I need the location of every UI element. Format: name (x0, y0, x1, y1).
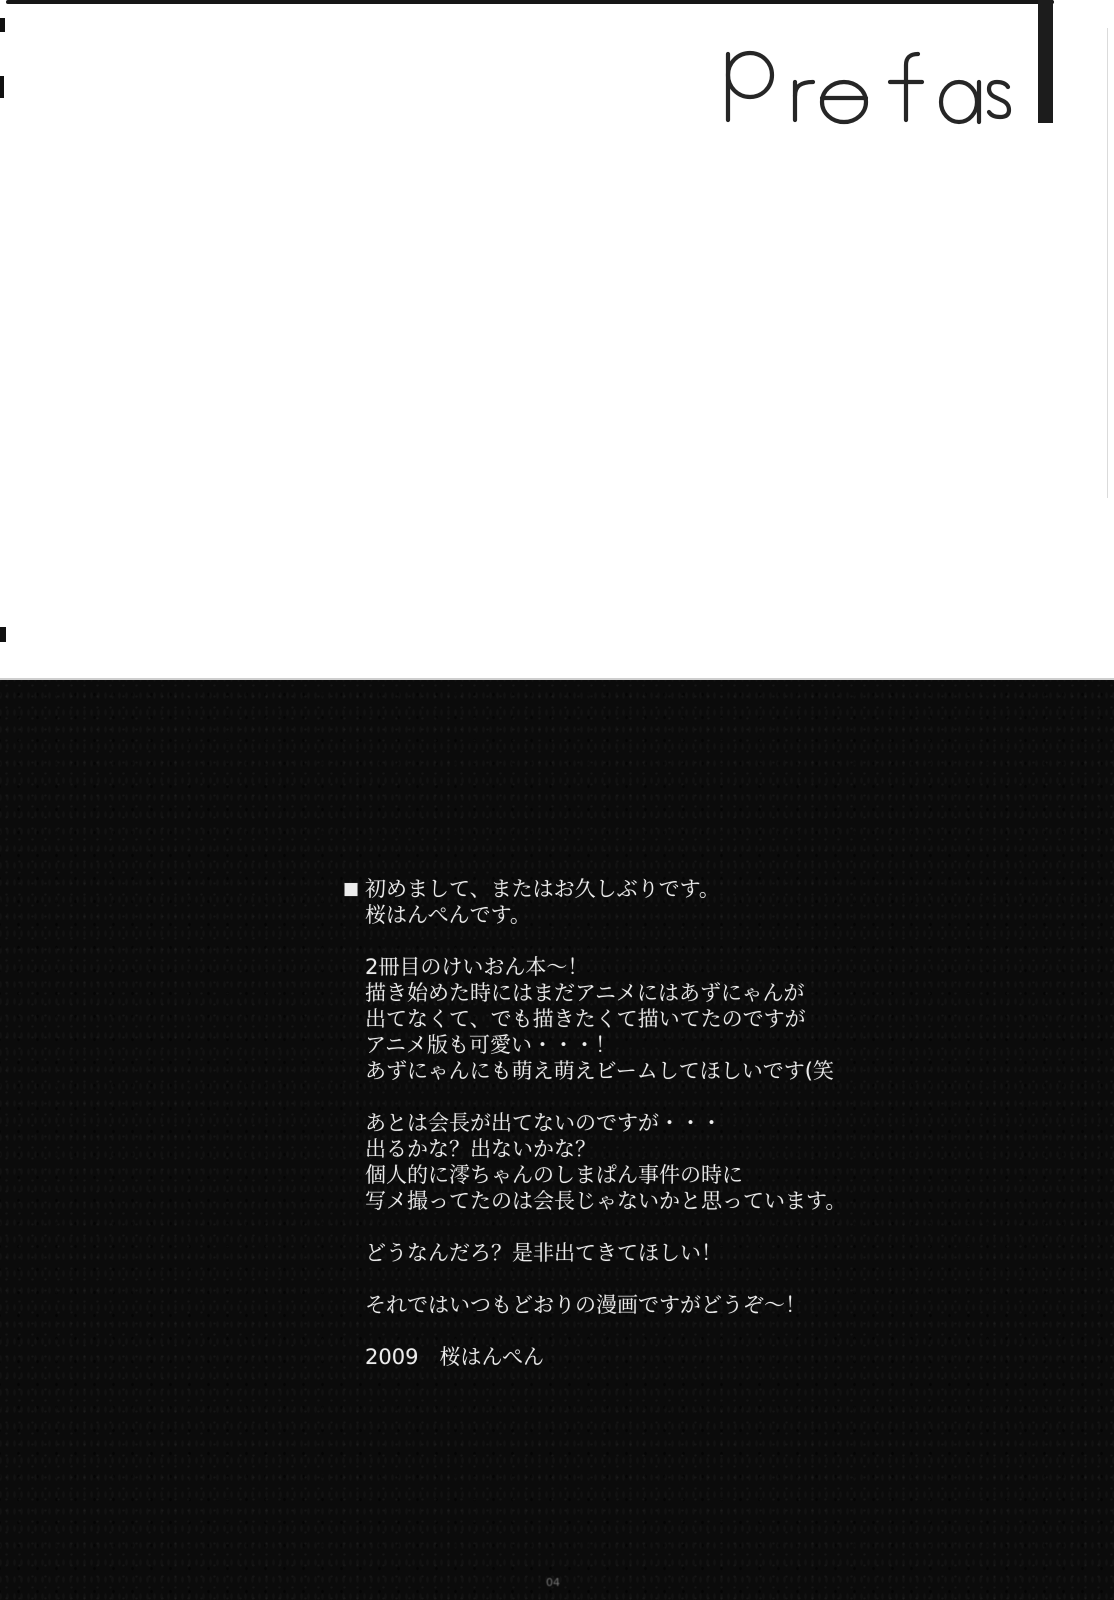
preface-text (343, 876, 847, 1370)
signature-line: 2009 桜はんぺん (365, 1345, 545, 1369)
scan-artifact-divider (0, 678, 1114, 680)
preface-line-text: 初めまして、またはお久しぶりです。 (365, 877, 720, 901)
preface-line: 桜はんぺんです。 (365, 903, 531, 927)
scan-artifact-top-edge (6, 0, 1054, 4)
scan-artifact-right-edge (1107, 28, 1108, 498)
scan-artifact-speck (0, 76, 4, 98)
preface-line (343, 876, 846, 902)
title-vertical-bar (1038, 0, 1053, 123)
scan-artifact-speck (0, 18, 5, 32)
preface-line: あずにゃんにも萌え萌えビームしてほしいです(笑 (365, 1059, 834, 1083)
preface-line: アニメ版も可愛い・・・！ (365, 1033, 616, 1057)
preface-line: 出てなくて、でも描きたくて描いてたのですが (365, 1007, 806, 1031)
preface-panel (0, 680, 1114, 1600)
page-number: 04 (546, 1576, 560, 1589)
preface-line: 描き始めた時にはまだアニメにはあずにゃんが (365, 981, 805, 1005)
page-title (718, 40, 1030, 132)
scan-artifact-speck (0, 627, 6, 642)
preface-line: どうなんだろ？是非出てきてほしい！ (365, 1241, 722, 1265)
preface-paragraph (365, 1110, 846, 1214)
preface-line: それではいつもどおりの漫画ですがどうぞ〜！ (365, 1293, 806, 1317)
preface-paragraph (365, 1292, 846, 1318)
preface-line: 写メ撮ってたのは会長じゃないかと思っています。 (365, 1189, 847, 1213)
preface-line: 2冊目のけいおん本〜！ (365, 955, 589, 979)
preface-paragraph (365, 1240, 846, 1266)
preface-line: 出るかな？出ないかな？ (365, 1137, 596, 1161)
bullet-square-marker: ■ (343, 879, 360, 899)
preface-paragraph (365, 954, 846, 1084)
preface-paragraph (343, 876, 846, 928)
preface-line: あとは会長が出てないのですが・・・ (365, 1111, 722, 1135)
page-title-lettering (718, 40, 1030, 132)
preface-line: 個人的に澪ちゃんのしまぱん事件の時に (365, 1163, 743, 1187)
preface-paragraph signature (365, 1344, 846, 1370)
